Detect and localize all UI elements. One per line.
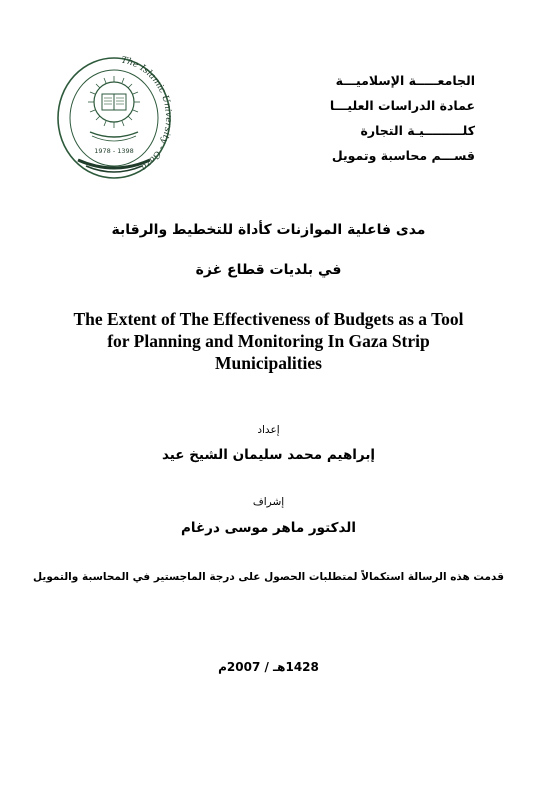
department-name: قســـم محاسبة وتمويل <box>331 148 475 163</box>
arabic-title-line2: في بلديات قطاع غزة <box>195 262 342 278</box>
submission-note: قدمت هذه الرسالة استكمالاً لمتطلبات الحصول على درجة الماجستير في المحاسبة والتمويل <box>33 571 504 583</box>
english-title-line1: The Extent of The Effectiveness of Budgets as a Tool <box>73 309 464 329</box>
supervision-label: إشراف <box>252 496 285 508</box>
deanship-name: عمادة الدراسات العليـــا <box>329 98 475 113</box>
author-name: إبراهيم محمد سليمان الشيخ عيد <box>161 447 376 463</box>
english-title <box>40 308 497 374</box>
supervisor-name: الدكتور ماهر موسى درغام <box>180 520 357 536</box>
english-title-line3: Municipalities <box>215 353 322 373</box>
svg-text:The Islamic University - Gaza: The Islamic Uni rsity - Gaza <box>120 56 172 173</box>
submission-date: 1428هـ / 2007م <box>218 660 319 674</box>
university-seal-icon <box>56 56 172 182</box>
faculty-name: كلـــــــــيـة التجارة <box>360 123 475 138</box>
arabic-title-line1: مدى فاعلية الموازنات كأداة للتخطيط والرقابة <box>111 222 426 238</box>
svg-text:1978 - 1398: 1978 - 1398 <box>94 147 134 155</box>
english-title-line2: for Planning and Monitoring In Gaza Strip <box>107 331 430 351</box>
prepared-by-label: إعداد <box>257 424 280 436</box>
university-name: الجامعـــــة الإسلاميـــة <box>335 73 475 88</box>
institution-header <box>275 68 475 168</box>
